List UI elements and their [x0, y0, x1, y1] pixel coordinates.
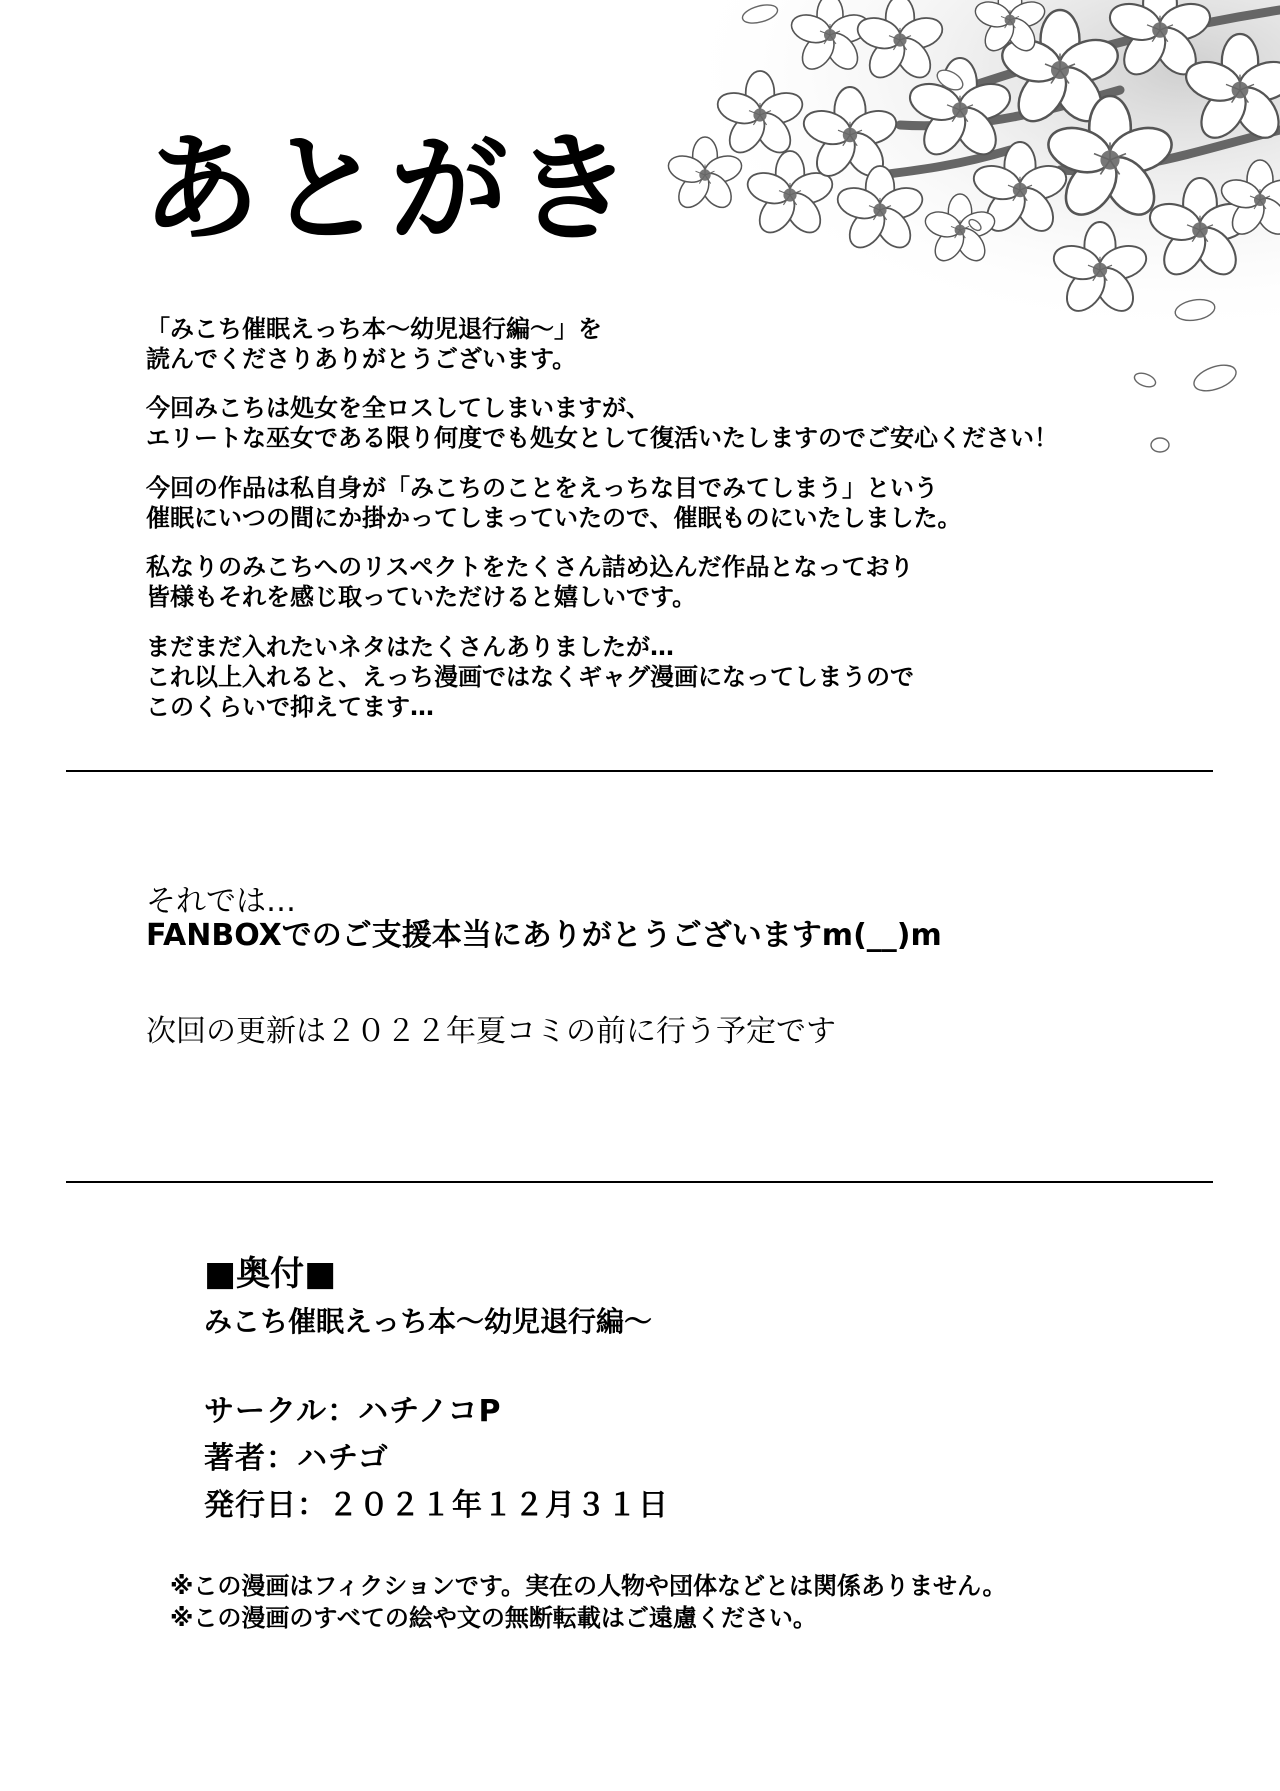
- closing-line-1: それでは…: [146, 884, 296, 919]
- page-title: あとがき: [142, 120, 639, 258]
- paragraph-line: 読んでくださりありがとうございます。: [146, 345, 577, 373]
- paragraph-line: 今回みこちは処女を全ロスしてしまいますが、: [146, 394, 650, 422]
- divider-bottom: [66, 1181, 1213, 1183]
- colophon-book-title: みこち催眠えっち本～幼児退行編～: [204, 1305, 653, 1338]
- afterword-paragraph-3: [146, 473, 962, 533]
- paragraph-line: 催眠にいつの間にか掛かってしまっていたので、催眠ものにいたしました。: [146, 504, 962, 532]
- paragraph-line: エリートな巫女である限り何度でも処女として復活いたしますのでご安心ください！: [146, 424, 1058, 452]
- paragraph-line: このくらいで抑えてます…: [146, 693, 434, 721]
- disclaimer-notes: [170, 1570, 1006, 1634]
- paragraph-line: 私なりのみこちへのリスペクトをたくさん詰め込んだ作品となっており: [146, 553, 914, 581]
- closing-line-2: FANBOXでのご支援本当にありがとうございますm(__)m: [146, 918, 942, 953]
- colophon-date: 発行日：２０２１年１２月３１日: [204, 1488, 669, 1523]
- paragraph-line: 今回の作品は私自身が「みこちのことをえっちな目でみてしまう」という: [146, 474, 938, 502]
- disclaimer-line: ※この漫画のすべての絵や文の無断転載はご遠慮ください。: [170, 1604, 817, 1632]
- afterword-paragraph-2: [146, 393, 1058, 453]
- divider-top: [66, 770, 1213, 772]
- paragraph-line: 皆様もそれを感じ取っていただけると嬉しいです。: [146, 583, 697, 611]
- afterword-paragraph-5: [146, 632, 914, 722]
- colophon-circle: サークル：ハチノコP: [204, 1394, 502, 1429]
- paragraph-line: 「みこち催眠えっち本～幼児退行編～」を: [146, 315, 602, 343]
- closing-line-3: 次回の更新は２０２２年夏コミの前に行う予定です: [146, 1014, 836, 1049]
- afterword-paragraph-4: [146, 552, 914, 612]
- paragraph-line: まだまだ入れたいネタはたくさんありましたが…: [146, 633, 674, 661]
- colophon-author: 著者：ハチゴ: [204, 1441, 389, 1476]
- disclaimer-line: ※この漫画はフィクションです。実在の人物や団体などとは関係ありません。: [170, 1572, 1007, 1600]
- paragraph-line: これ以上入れると、えっち漫画ではなくギャグ漫画になってしまうので: [146, 663, 914, 691]
- afterword-paragraph-1: [146, 314, 602, 374]
- colophon-heading: ■奥付■: [204, 1254, 337, 1294]
